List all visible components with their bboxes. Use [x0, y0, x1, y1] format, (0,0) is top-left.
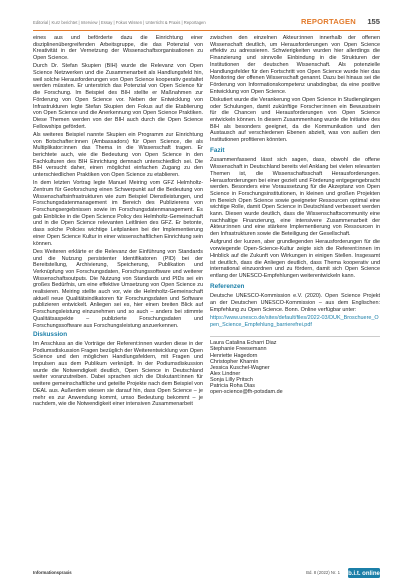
page-footer — [33, 568, 380, 578]
author-name: Christopher Kharnin — [210, 358, 259, 365]
footer-volume: Bd. 8 (2022) Nr. 1 — [306, 570, 340, 575]
publisher-logo — [348, 568, 380, 578]
author-list — [210, 336, 380, 395]
author-name: Alex Lindner — [210, 370, 241, 377]
header-rule — [33, 30, 380, 31]
reference-text: Deutsche UNESCO-Kommission e.V. (2020). Open Science Projekt an der Deutschen UNESCO-Kommission – aus dem Englischen: Empfehlung zu Open Science. Bonn. Online verfügbar unter: — [210, 293, 380, 313]
paragraph: Diskutiert wurde die Verankerung von Open Science in Studiengängen oder Schulungen, damit zukünftige Forscher:innen ein Bewusstsein für die Chancen und Herausforderungen von Open Science entwickeln können. In diesem Zusammenhang wurde die Initiative des BIH als besonders geeignet, da die Kommunikation und den Austausch auf verschiedenen Ebenen abzielt, was von außen den Institutionen profitieren könnten. — [210, 96, 380, 144]
reference-link[interactable]: https://www.unesco.de/sites/default/files/2022-03/DUK_Broschuere_Open_Science_Empfehlung_barrierefrei.pdf — [210, 314, 379, 328]
footer-journal: Informationspraxis — [33, 570, 72, 575]
paragraph: Als weiteres Beispiel nannte Skupien ein Programm zur Einrichtung von Botschafter:innen (Ambassadors) für Open Science, die als Multiplikator:innen das Thema in die Wissenschaft tragen. Er berichtete auch, wie die Bedeutung von Open Science in den Fachkulturen des BIH Einrichtung demnach unterschiedlich sei. Die BIH versucht daher, einen möglichst einfachen Zugang zu den unterschiedlichen Praktiken von Open Science zu etablieren. — [33, 131, 203, 179]
author-name: Laura Catalina Echarri Diaz — [210, 340, 277, 347]
author-name: Sonja Lilly Pritsch — [210, 376, 253, 383]
breadcrumb: Editorial | Kurz berichtet | Interview | Essay | Fokus Wissen | Unterricht & Praxis | Reportagen — [33, 20, 206, 25]
left-column — [33, 35, 203, 409]
author-name: Stephanie Freesemann — [210, 346, 267, 353]
heading-referenzen: Referenzen — [210, 282, 245, 290]
right-column — [210, 35, 380, 395]
paragraph: In dem letzten Vortrag legte Manuel Meiring vom GFZ Helmholtz-Zentrum für Geoforschung einen Schwerpunkt auf die Bedeutung von Wissenschaftsinfrastrukturen wie zum Beispiel Dienstleistungen, und Forschungsdatenmanagement im Bereich des Publizierens von Forschungsergebnissen sowie im Forschungsdatenmanagement. Es gab Einblicke in die Open Science Policy des Helmholtz-Gemeinschaft und in die Open Science relevanten Leitlinien des GFZ. Er betonte, dass solche Policies wichtige Leitplanken bei der Implementierung einer Open Science Kultur in einer wissenschaftlichen Einrichtung sein können. — [33, 180, 203, 247]
heading-diskussion: Diskussion — [33, 331, 68, 339]
section-title: REPORTAGEN — [300, 17, 356, 26]
paragraph: Des Weiteren erklärte er die Relevanz der Einführung von Standards und die Nutzung persistenter Identifikatoren (PID) bei der Bereitstellung, Archivierung, Speicherung, Publikation und Verknüpfung von Forschungsdaten, Forschungssoftware und weiterer Wissenschaftsoutputs. Die Nutzung von Standards und PIDs sei ein großes Bedürfnis, um eine effektive Umsetzung von Open Science zu realisieren. Meiring stellte auch vor, wie die Helmholtz-Gemeinschaft aktuell neue Qualitätsindikatoren für Forschungsdaten und Software publizieren entwickelt. Anliegen sei es, hier einen breiten Blick auf Forschungsleistung einzunehmen und so auch – anders bei stimmte Qualitätsaspekte – publizierte Forschungsdaten und Forschungssoftware aus Forschungsleistung anzuerkennen. — [33, 248, 203, 329]
paragraph: eines aus und beförderte dazu die Einrichtung einer disziplinenübergreifenden Arbeitsgruppe, die das Potenzial von Kreativität in der Vernetzung der Wissenschaftsorganisationen zu Open Science. — [33, 35, 203, 62]
page-header — [33, 16, 380, 30]
author-name: Henriette Hagedorn — [210, 352, 258, 359]
logo-text: b.i.t. online — [348, 571, 380, 578]
paragraph: Zusammenfassend lässt sich sagen, dass, obwohl die offene Wissenschaft in Deutschland bereits viel Anklang bei vielen relevanten Themen ist, die Wissenschaftsschaft Herausforderungen. Herausforderungen bei einer gezielt und Förderung entgegengebracht werden. Besonders eine Voraussetzung für die Akzeptanz von Open Science in Forschungsinstitutionen, in kleinen und großen Projekten im Bereich Open Science sowie geeigneter Ressourcen optimal eine wichtige Rolle, damit Open Science in Deutschland verbessert werden kann. Diesen wurde deutlich, dass die Wissenschaftscommunity eine nachhaltige Finanzierung, eine intensivere Zusammenarbeit der Akteur:innen und eine stärkere Implementierung von Ressourcen in den Infrastrukturen sowie die Beteiligung der Gesellschaft. — [210, 157, 380, 238]
paragraph: Im Anschluss an die Vorträge der Referent:innen wurden diese in der Podiumsdiskussion Fragen bezüglich der Weiterentwicklung von Open Science und den möglichen Handlungsfeldern, mit Fragen und Impulsen aus dem Publikum verknüpft. In der Podiumsdiskussion wurde die Notwendigkeit deutlich, Open Science in Deutschland weiter voranzutreiben. Dabei sprachen sich die Diskutant:innen für weitere gemeinschaftliche und geteilte Projekte nach dem Beispiel von DEAL aus. Außerdem wiesen sie darauf hin, dass Open Science – je mehr es zur Anwendung kommt, umso Bedeutung bekommt – je nachdem, wie die Notwendigkeit einer intensiven Zusammenarbeit — [33, 340, 203, 408]
heading-fazit: Fazit — [210, 146, 225, 154]
paragraph: Durch Dr. Stefan Skupien (BIH) wurde die Relevanz von Open Science Netzwerken und die Zusammenarbeit als Handlungsfeld hin, weil solche Herausforderungen von Open Science kooperativ gestaltet werden müssten. Er unterstrich das Potenzial von Open Science für die Forschung. Im Beispiel des BIH stellte er Maßnahmen zur Förderung von Open Science vor. Neben der Entwicklung von Infrastrukturen legte Stefan Skupien den Fokus auf die Etablierung von Open Science und die Anerkennung von Open Science Praktiken. Diese Themen werden von der BIH auch durch die Open Science Fellowships gefördert. — [33, 63, 203, 130]
page-number: 155 — [367, 17, 380, 26]
paragraph: zwischen den einzelnen Akteur:innen innerhalb der offenen Wissenschaft deutlich, um Herausforderungen von Open Science effektiv zu adressieren. Schwierigkeiten wurden hier allerdings die Finanzierung und sinnvolle Einbindung in die Strukturen der Institutionen der deutschen Wissenschaft. Als potenzielle Handlungsfelder für den Fortschritt von Open Science wurde hier das Monitoring der offenen Wissenschaft genannt. Dazu bei hinaus sei die Förderung von Informationskompetenz unabdingbar, da eine positive Entwicklung von Open Science. — [210, 35, 380, 95]
author-name: Jessica Kuschel-Wagner — [210, 364, 270, 371]
author-email[interactable]: open-science@fh-potsdam.de — [210, 389, 283, 396]
author-name: Patricia Roha Dias — [210, 382, 256, 389]
paragraph: Aufgrund der kurzen, aber grundlegenden Herausforderungen für die vorwiegende Open-Science-Kultur zeigte sich die Referent:innen im Hinblick auf die Zukunft von Wirkungen in einigen Stellen. Insgesamt ist deutlich, dass die Anliegen deutlich, dass Thema kooperativ und international einzuordnen und zu fördern, damit sich Open Science entlang der UNESCO-Empfehlungen weiterentwickeln kann. — [210, 239, 380, 279]
